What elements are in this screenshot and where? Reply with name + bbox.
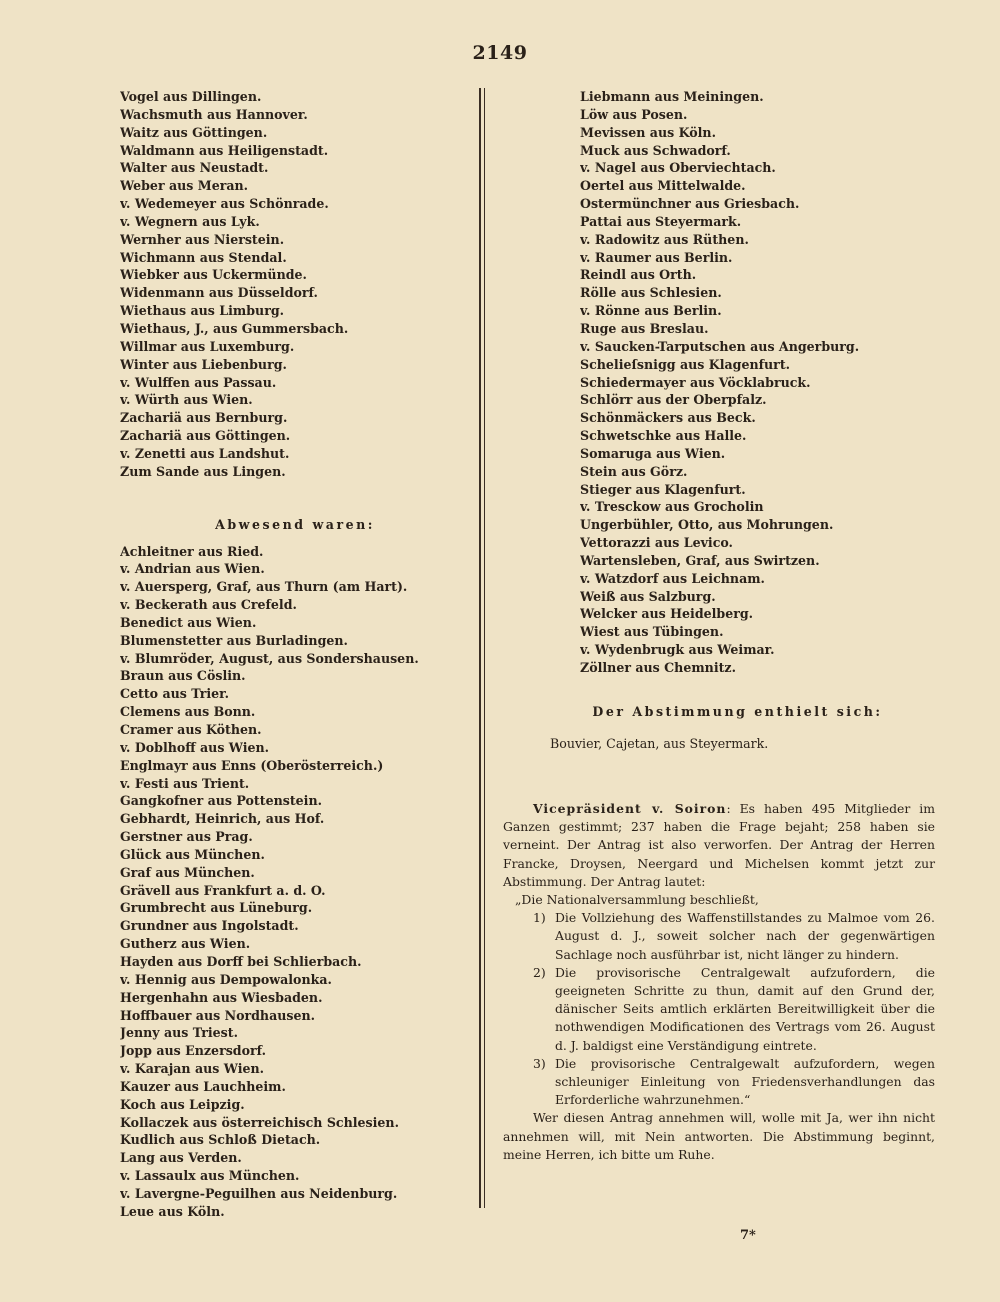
name-entry: Pattai aus Steyermark. bbox=[580, 213, 742, 229]
name-entry: v. Würth aus Wien. bbox=[120, 392, 253, 408]
name-entry: Vogel aus Dillingen. bbox=[120, 89, 262, 104]
name-entry: Walter aus Neustadt. bbox=[120, 160, 269, 176]
abstained-heading: Der Abstimmung enthielt sich: bbox=[592, 703, 883, 719]
name-entry: Schelieſsnigg aus Klagenfurt. bbox=[580, 356, 791, 372]
name-entry: v. Saucken-Tarputschen aus Angerburg. bbox=[580, 338, 860, 354]
right-names-list bbox=[580, 88, 935, 677]
name-entry: v. Wedemeyer aus Schönrade. bbox=[120, 196, 329, 212]
name-entry: Blumenstetter aus Burladingen. bbox=[120, 632, 348, 648]
speech-closing: Wer diesen Antrag annehmen will, wolle mit Ja, wer ihn nicht annehmen will, mit Nein antworten. Die Abstimmung beginnt, meine Herren, ich bitte um Ruhe. bbox=[503, 1110, 935, 1162]
name-entry: Wartensleben, Graf, aus Swirtzen. bbox=[580, 552, 820, 568]
name-entry: Schwetschke aus Halle. bbox=[580, 428, 747, 444]
resolution-item-number: 3) bbox=[533, 1055, 546, 1071]
name-entry: Oertel aus Mittelwalde. bbox=[580, 178, 746, 194]
name-entry: Rölle aus Schlesien. bbox=[580, 285, 722, 301]
resolution-item bbox=[533, 909, 935, 964]
column-divider bbox=[479, 88, 481, 1208]
name-entry: Willmar aus Luxemburg. bbox=[120, 338, 295, 354]
name-entry: v. Auersperg, Graf, aus Thurn (am Hart). bbox=[120, 579, 408, 595]
name-entry: Koch aus Leipzig. bbox=[120, 1096, 245, 1112]
name-entry: Ostermünchner aus Griesbach. bbox=[580, 196, 800, 212]
name-entry: Welcker aus Heidelberg. bbox=[580, 606, 754, 622]
name-entry: Weiß aus Salzburg. bbox=[580, 588, 716, 604]
name-entry: Cetto aus Trier. bbox=[120, 686, 229, 702]
name-entry: Ungerbühler, Otto, aus Mohrungen. bbox=[580, 517, 834, 533]
name-entry: Schönmäckers aus Beck. bbox=[580, 410, 756, 426]
name-entry: v. Festi aus Trient. bbox=[120, 775, 250, 791]
name-entry: Muck aus Schwadorf. bbox=[580, 142, 731, 158]
name-entry: Waldmann aus Heiligenstadt. bbox=[120, 142, 329, 158]
name-entry: Clemens aus Bonn. bbox=[120, 704, 256, 720]
resolution-item bbox=[533, 964, 935, 1055]
name-entry: v. Zenetti aus Landshut. bbox=[120, 445, 290, 461]
name-entry: Hayden aus Dorff bei Schlierbach. bbox=[120, 953, 362, 969]
name-entry: Braun aus Cöslin. bbox=[120, 668, 246, 684]
name-entry: Grävell aus Frankfurt a. d. O. bbox=[120, 882, 326, 898]
right-column bbox=[550, 88, 935, 753]
speech-opening-text: : Es haben 495 Mitglieder im Ganzen gestimmt; 237 haben die Frage bejaht; 258 haben sie verneint. Der Antrag ist also verworfen. Der Antrag der Herren Francke, Droysen, Neergard und Michelsen kommt jetzt zur Abstimmung. Der Antrag lautet: bbox=[503, 801, 935, 889]
name-entry: v. Andrian aus Wien. bbox=[120, 561, 265, 577]
resolution-item-number: 1) bbox=[533, 910, 546, 926]
resolution-item-text: Die provisorische Centralgewalt aufzufordern, wegen schleuniger Einleitung von Friedensverhandlungen das Erforderliche wahrzunehmen.“ bbox=[555, 1055, 935, 1108]
name-entry: Wichmann aus Stendal. bbox=[120, 249, 287, 265]
name-entry: Winter aus Liebenburg. bbox=[120, 356, 287, 372]
name-entry: Schlörr aus der Oberpfalz. bbox=[580, 392, 767, 408]
name-entry: v. Wydenbrugk aus Weimar. bbox=[580, 642, 775, 658]
resolution-item-text: Die provisorische Centralgewalt aufzufordern, die geeigneten Schritte zu thun, damit auf den Grund der, dänischer Seits amtlich erklärten Bereitwilligkeit über die nothwendigen Modificationen des Vertrags vom 26. August d. J. baldigst eine Verständigung eintrete. bbox=[555, 964, 935, 1053]
column-divider-thin bbox=[484, 88, 485, 1208]
resolution-item-number: 2) bbox=[533, 964, 546, 980]
resolution-intro: „Die Nationalversammlung beschließt, bbox=[515, 892, 759, 908]
name-entry: Stieger aus Klagenfurt. bbox=[580, 481, 746, 497]
name-entry: Graf aus München. bbox=[120, 864, 255, 880]
absent-heading: Abwesend waren: bbox=[215, 516, 375, 532]
name-entry: v. Tresckow aus Grocholin bbox=[580, 499, 764, 515]
name-entry: Lang aus Verden. bbox=[120, 1150, 242, 1166]
name-entry: Wiethaus aus Limburg. bbox=[120, 303, 285, 319]
name-entry: Vettorazzi aus Levico. bbox=[580, 535, 733, 551]
name-entry: Gerstner aus Prag. bbox=[120, 829, 253, 845]
name-entry: Weber aus Meran. bbox=[120, 178, 249, 194]
name-entry: v. Lavergne-Peguilhen aus Neidenburg. bbox=[120, 1185, 398, 1201]
name-entry: Kollaczek aus österreichisch Schlesien. bbox=[120, 1114, 399, 1130]
name-entry: Jopp aus Enzersdorf. bbox=[120, 1043, 266, 1059]
name-entry: v. Hennig aus Dempowalonka. bbox=[120, 971, 332, 987]
name-entry: v. Radowitz aus Rüthen. bbox=[580, 231, 749, 247]
name-entry: Ruge aus Breslau. bbox=[580, 320, 709, 336]
name-entry: Gebhardt, Heinrich, aus Hof. bbox=[120, 811, 325, 827]
name-entry: v. Blumröder, August, aus Sondershausen. bbox=[120, 650, 419, 666]
name-entry: Wiethaus, J., aus Gummersbach. bbox=[120, 320, 349, 336]
name-entry: Löw aus Posen. bbox=[580, 106, 688, 122]
name-entry: Zachariä aus Göttingen. bbox=[120, 428, 291, 444]
speaker-name: Vicepräsident v. Soiron bbox=[533, 801, 727, 816]
page-number: 2149 bbox=[472, 42, 528, 64]
name-entry: Wernher aus Nierstein. bbox=[120, 231, 285, 247]
name-entry: Cramer aus Köthen. bbox=[120, 722, 262, 737]
name-entry: v. Karajan aus Wien. bbox=[120, 1061, 265, 1077]
name-entry: Reindl aus Orth. bbox=[580, 267, 697, 283]
name-entry: v. Lassaulx aus München. bbox=[120, 1168, 300, 1184]
name-entry: Stein aus Görz. bbox=[580, 463, 688, 479]
name-entry: Zum Sande aus Lingen. bbox=[120, 463, 286, 479]
name-entry: Grundner aus Ingolstadt. bbox=[120, 918, 299, 934]
name-entry: Benedict aus Wien. bbox=[120, 614, 257, 630]
name-entry: v. Nagel aus Oberviechtach. bbox=[580, 160, 776, 176]
name-entry: Bouvier, Cajetan, aus Steyermark. bbox=[550, 735, 769, 751]
name-entry: Englmayr aus Enns (Oberösterreich.) bbox=[120, 757, 384, 773]
name-entry: Grumbrecht aus Lüneburg. bbox=[120, 900, 313, 916]
present-names-list bbox=[120, 88, 470, 481]
name-entry: v. Wegnern aus Lyk. bbox=[120, 213, 260, 229]
name-entry: Kudlich aus Schloß Dietach. bbox=[120, 1132, 321, 1148]
name-entry: Hergenhahn aus Wiesbaden. bbox=[120, 989, 323, 1005]
name-entry: Wiebker aus Uckermünde. bbox=[120, 267, 307, 283]
speech-opening bbox=[503, 800, 935, 891]
name-entry: Gutherz aus Wien. bbox=[120, 936, 251, 952]
name-entry: Liebmann aus Meiningen. bbox=[580, 89, 764, 104]
name-entry: v. Beckerath aus Crefeld. bbox=[120, 597, 297, 613]
name-entry: Zöllner aus Chemnitz. bbox=[580, 660, 736, 675]
abstained-names-list bbox=[550, 735, 935, 753]
name-entry: Achleitner aus Ried. bbox=[120, 543, 264, 559]
name-entry: Jenny aus Triest. bbox=[120, 1025, 238, 1041]
name-entry: Glück aus München. bbox=[120, 846, 265, 862]
signature-mark: 7* bbox=[740, 1228, 756, 1243]
name-entry: Wiest aus Tübingen. bbox=[580, 624, 724, 640]
resolution-item bbox=[533, 1055, 935, 1110]
name-entry: Somaruga aus Wien. bbox=[580, 445, 726, 461]
resolution-item-text: Die Vollziehung des Waffenstillstandes zu Malmoe vom 26. August d. J., soweit solcher nach der gegenwärtigen Sachlage noch ausführbar ist, nicht länger zu hindern. bbox=[555, 910, 935, 962]
resolution-items bbox=[533, 909, 935, 1109]
name-entry: v. Doblhoff aus Wien. bbox=[120, 739, 270, 755]
speech-block bbox=[503, 800, 935, 1164]
name-entry: Waitz aus Göttingen. bbox=[120, 124, 268, 140]
name-entry: Widenmann aus Düsseldorf. bbox=[120, 285, 318, 301]
name-entry: Hoffbauer aus Nordhausen. bbox=[120, 1007, 316, 1023]
left-column bbox=[120, 88, 470, 1221]
name-entry: v. Rönne aus Berlin. bbox=[580, 303, 722, 319]
name-entry: Mevissen aus Köln. bbox=[580, 124, 716, 140]
name-entry: Wachsmuth aus Hannover. bbox=[120, 106, 308, 122]
absent-names-list bbox=[120, 543, 470, 1221]
name-entry: Zachariä aus Bernburg. bbox=[120, 410, 288, 426]
name-entry: Schiedermayer aus Vöcklabruck. bbox=[580, 374, 811, 390]
name-entry: Leue aus Köln. bbox=[120, 1203, 225, 1219]
name-entry: v. Watzdorf aus Leichnam. bbox=[580, 570, 765, 586]
name-entry: Kauzer aus Lauchheim. bbox=[120, 1078, 286, 1094]
name-entry: v. Raumer aus Berlin. bbox=[580, 249, 733, 265]
name-entry: v. Wulffen aus Passau. bbox=[120, 374, 277, 390]
name-entry: Gangkofner aus Pottenstein. bbox=[120, 793, 322, 809]
